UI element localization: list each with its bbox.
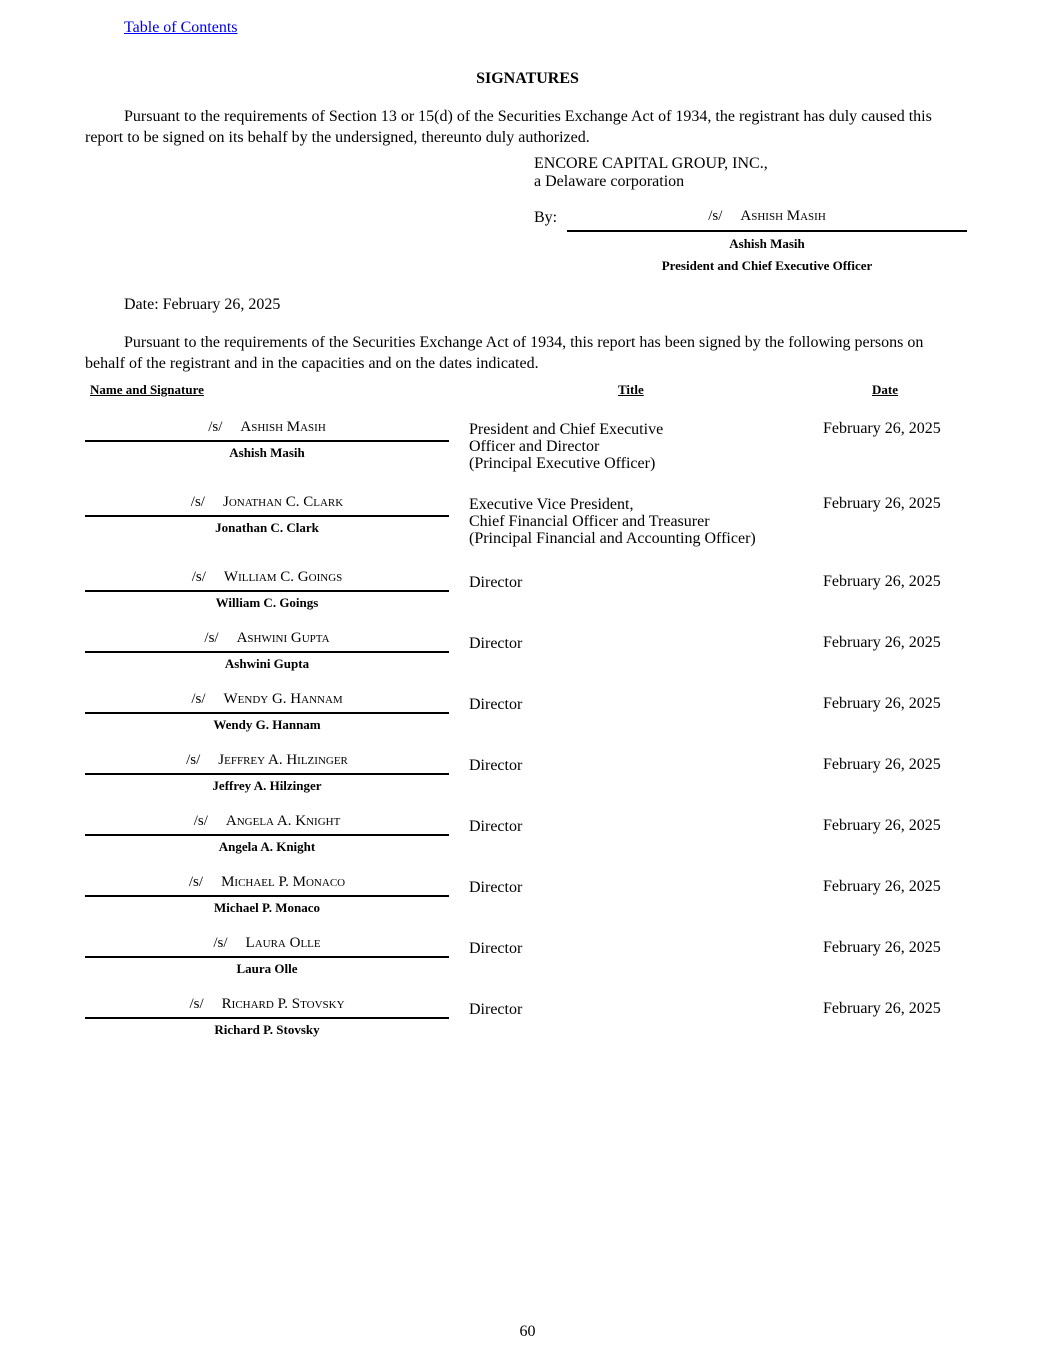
signature-text: Laura Olle xyxy=(245,935,321,951)
signature-mark: /s/ xyxy=(213,935,228,951)
signer-title xyxy=(469,635,522,652)
signer-title-line: Officer and Director xyxy=(469,438,600,455)
signer-title-line: Director xyxy=(469,696,523,713)
signer-title-line: President and Chief Executive xyxy=(469,421,664,438)
signature-date: February 26, 2025 xyxy=(823,634,941,651)
registrant-signer-title: President and Chief Executive Officer xyxy=(661,258,873,273)
signer-title-line: (Principal Executive Officer) xyxy=(469,455,656,472)
signature-mark: /s/ xyxy=(193,813,208,829)
by-label: By: xyxy=(534,209,558,226)
signature-mark: /s/ xyxy=(188,874,204,890)
signer-name: Jeffrey A. Hilzinger xyxy=(212,778,322,793)
signature-text: Jonathan C. Clark xyxy=(222,494,344,510)
signer-title xyxy=(469,574,522,591)
signer-name: Ashwini Gupta xyxy=(224,656,310,671)
signature-text: Ashwini Gupta xyxy=(236,630,330,646)
registrant-block xyxy=(534,155,768,191)
signer-name: Angela A. Knight xyxy=(218,839,316,854)
signer-name: Ashish Masih xyxy=(229,445,305,460)
signer-title-line: Director xyxy=(469,1001,523,1018)
signature-mark: /s/ xyxy=(191,691,206,707)
signer-title-line: Director xyxy=(469,940,523,957)
signer-title-line: Director xyxy=(469,818,523,835)
signer-title-line: Director xyxy=(469,757,523,774)
signer-name: Richard P. Stovsky xyxy=(214,1022,320,1037)
column-header-name: Name and Signature xyxy=(90,382,204,397)
signature-line xyxy=(85,630,449,653)
signer-title-line: (Principal Financial and Accounting Officer) xyxy=(469,530,756,547)
signature-line xyxy=(85,419,449,442)
signer-title xyxy=(469,757,522,774)
signer-title-line: Director xyxy=(469,635,523,652)
column-header-title: Title xyxy=(618,382,644,397)
signature-line xyxy=(85,494,449,517)
signature-date: February 26, 2025 xyxy=(823,939,941,956)
signature-line xyxy=(85,996,449,1019)
registrant-signature: Ashish Masih xyxy=(740,208,826,224)
signature-date: February 26, 2025 xyxy=(823,495,941,512)
signature-line xyxy=(85,813,449,836)
signer-title xyxy=(469,696,522,713)
signature-text: Ashish Masih xyxy=(240,419,326,435)
signature-date: February 26, 2025 xyxy=(823,695,941,712)
signature-mark: /s/ xyxy=(208,419,223,435)
signature-line xyxy=(85,569,449,592)
signature-line xyxy=(85,691,449,714)
signer-title xyxy=(469,421,663,472)
signer-title xyxy=(469,1001,522,1018)
signer-title-line: Chief Financial Officer and Treasurer xyxy=(469,513,710,530)
signature-date: February 26, 2025 xyxy=(823,756,941,773)
signature-mark: /s/ xyxy=(708,208,723,224)
signature-date: February 26, 2025 xyxy=(823,420,941,437)
column-header-date: Date xyxy=(872,382,898,397)
registrant-name: ENCORE CAPITAL GROUP, INC., xyxy=(534,155,768,172)
second-paragraph: Pursuant to the requirements of the Securities Exchange Act of 1934, this report has been signed by the following persons on behalf of the registrant and in the capacities and on the dates indicated. xyxy=(85,334,924,372)
signature-mark: /s/ xyxy=(186,752,201,768)
signature-mark: /s/ xyxy=(191,569,206,585)
signer-name: Laura Olle xyxy=(236,961,298,976)
signature-mark: /s/ xyxy=(190,494,205,510)
signer-title xyxy=(469,879,522,896)
signature-line xyxy=(85,874,449,897)
page-title: SIGNATURES xyxy=(476,70,579,87)
signature-mark: /s/ xyxy=(204,630,219,646)
signer-name: Michael P. Monaco xyxy=(213,900,321,915)
signature-date: February 26, 2025 xyxy=(823,573,941,590)
signer-title xyxy=(469,496,756,547)
signer-name: Jonathan C. Clark xyxy=(215,520,319,535)
signature-line xyxy=(85,752,449,775)
registrant-signer-name: Ashish Masih xyxy=(729,236,805,251)
signature-text: Richard P. Stovsky xyxy=(221,996,345,1012)
signature-text: Michael P. Monaco xyxy=(221,874,346,890)
signature-mark: /s/ xyxy=(189,996,204,1012)
registrant-signature-line xyxy=(567,208,967,232)
signature-date: February 26, 2025 xyxy=(823,878,941,895)
signature-line xyxy=(85,935,449,958)
signature-text: Angela A. Knight xyxy=(225,813,341,829)
signer-title xyxy=(469,818,522,835)
signer-title-line: Director xyxy=(469,574,523,591)
registrant-descriptor: a Delaware corporation xyxy=(534,173,685,190)
signature-text: Jeffrey A. Hilzinger xyxy=(218,752,348,768)
signature-date: February 26, 2025 xyxy=(823,817,941,834)
signer-name: Wendy G. Hannam xyxy=(213,717,321,732)
signer-title xyxy=(469,940,522,957)
intro-paragraph: Pursuant to the requirements of Section 13 or 15(d) of the Securities Exchange Act of 1934, the registrant has duly caused this report to be signed on its behalf by the undersigned, thereunto duly authorized. xyxy=(85,108,932,146)
report-date: Date: February 26, 2025 xyxy=(124,296,281,313)
table-of-contents-link[interactable]: Table of Contents xyxy=(124,19,238,36)
signature-text: Wendy G. Hannam xyxy=(223,691,343,707)
signer-title-line: Executive Vice President, xyxy=(469,496,634,513)
signer-title-line: Director xyxy=(469,879,523,896)
page-number: 60 xyxy=(519,1323,536,1340)
signature-text: William C. Goings xyxy=(223,569,343,585)
signer-name: William C. Goings xyxy=(215,595,319,610)
signature-date: February 26, 2025 xyxy=(823,1000,941,1017)
